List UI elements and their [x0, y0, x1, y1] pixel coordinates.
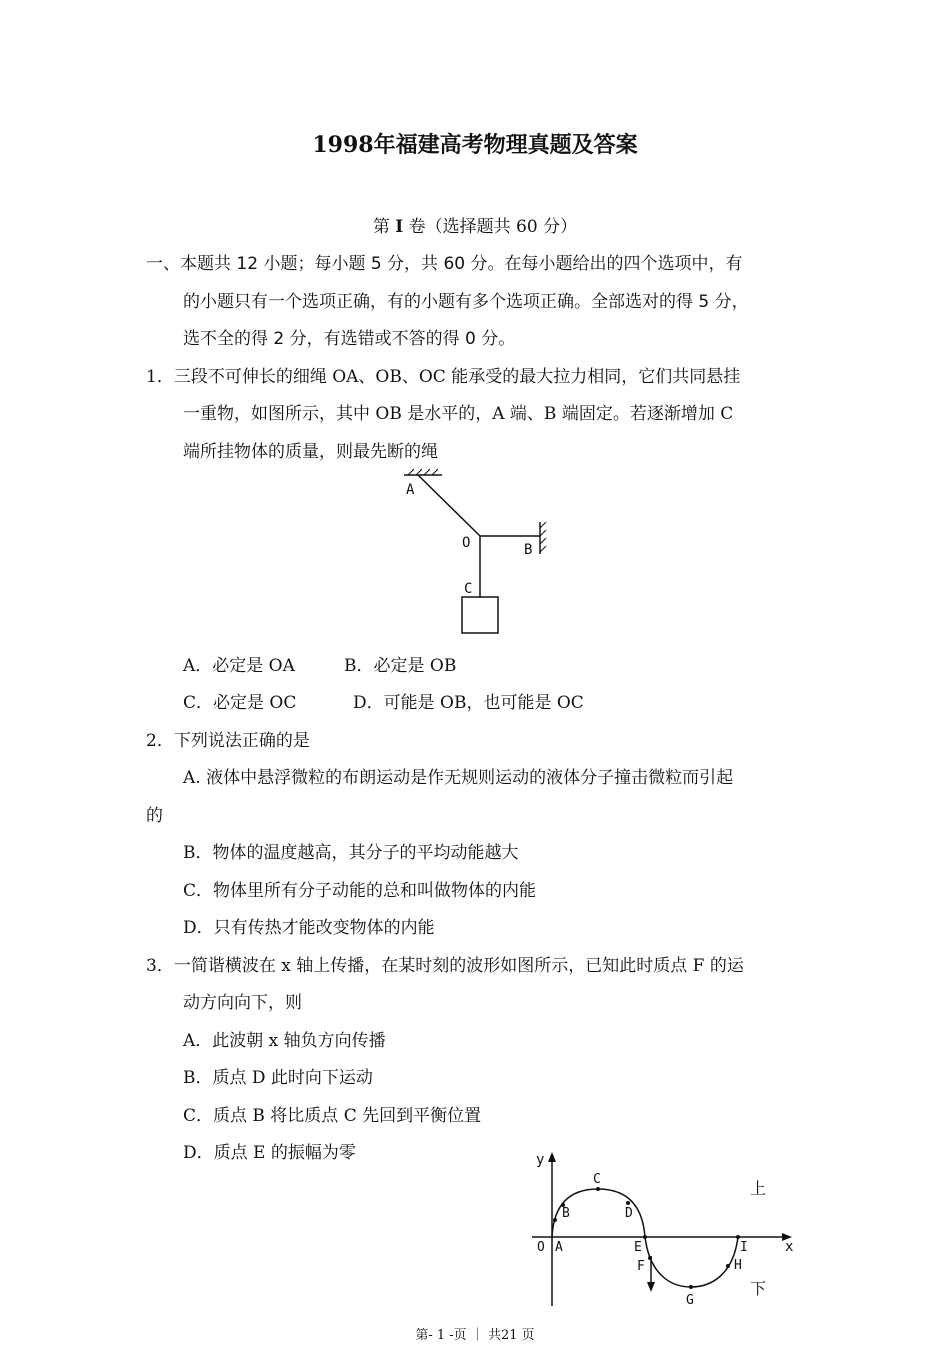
- q1-stem-line1: 1．三段不可伸长的细绳 OA、OB、OC 能承受的最大拉力相同，它们共同悬挂: [146, 367, 741, 387]
- subtitle-roman: I: [395, 217, 404, 237]
- q1-stem-line2: 一重物，如图所示，其中 OB 是水平的，A 端、B 端固定。若逐渐增加 C: [183, 404, 734, 424]
- q2-option-b: B．物体的温度越高，其分子的平均动能越大: [183, 843, 519, 863]
- label-point-h: H: [734, 1258, 742, 1273]
- q1-rope-diagram: [390, 466, 560, 638]
- subtitle-rest: 卷（选择题共 60 分）: [408, 217, 578, 237]
- label-point-b: B: [562, 1206, 570, 1221]
- label-point-g: G: [686, 1293, 694, 1308]
- q2-stem: 2．下列说法正确的是: [146, 731, 310, 751]
- q3-option-b: B．质点 D 此时向下运动: [183, 1068, 373, 1088]
- q3-stem-line2: 动方向向下，则: [183, 993, 302, 1013]
- q1-option-b: B．必定是 OB: [344, 656, 457, 676]
- label-up: 上: [750, 1179, 767, 1198]
- label-a: A: [406, 482, 415, 498]
- q3-option-a: A．此波朝 x 轴负方向传播: [183, 1031, 386, 1051]
- label-down: 下: [750, 1279, 767, 1298]
- section-instructions-line1: 一、本题共 12 小题；每小题 5 分，共 60 分。在每小题给出的四个选项中，有: [146, 254, 743, 274]
- page-footer: 第- 1 -页 ｜ 共21 页: [415, 1328, 535, 1343]
- q1-option-c: C．必定是 OC: [183, 693, 297, 713]
- q3-option-d: D．质点 E 的振幅为零: [183, 1143, 356, 1163]
- volume-subtitle: [0, 212, 950, 237]
- label-point-c: C: [593, 1172, 601, 1187]
- label-origin: O: [537, 1240, 545, 1255]
- label-point-f: F: [637, 1259, 645, 1274]
- label-o: O: [462, 535, 471, 551]
- label-point-e: E: [634, 1240, 642, 1255]
- label-point-a: A: [555, 1240, 563, 1255]
- q2-option-c: C．物体里所有分子动能的总和叫做物体的内能: [183, 881, 537, 901]
- section-instructions-line3: 选不全的得 2 分，有选错或不答的得 0 分。: [183, 329, 516, 349]
- q2-option-a-line2: 的: [146, 806, 163, 826]
- q1-stem-line3: 端所挂物体的质量，则最先断的绳: [183, 442, 438, 462]
- section-instructions-line2: 的小题只有一个选项正确，有的小题有多个选项正确。全部选对的得 5 分，: [183, 292, 749, 312]
- subtitle-prefix: 第: [372, 217, 390, 237]
- page-title: 1998年福建高考物理真题及答案: [312, 132, 638, 158]
- q1-option-d: D．可能是 OB，也可能是 OC: [353, 693, 584, 713]
- label-x: x: [785, 1239, 794, 1255]
- q2-option-d: D．只有传热才能改变物体的内能: [183, 918, 435, 938]
- q1-option-a: A．必定是 OA: [183, 656, 295, 676]
- q2-option-a-line1: A. 液体中悬浮微粒的布朗运动是作无规则运动的液体分子撞击微粒而引起: [183, 768, 734, 788]
- q3-wave-diagram: [528, 1148, 798, 1310]
- label-point-d: D: [625, 1206, 633, 1221]
- label-c: C: [464, 581, 473, 597]
- label-b: B: [524, 542, 533, 558]
- label-point-i: I: [740, 1240, 748, 1255]
- q3-stem-line1: 3．一简谐横波在 x 轴上传播，在某时刻的波形如图所示，已知此时质点 F 的运: [146, 956, 744, 976]
- q3-option-c: C．质点 B 将比质点 C 先回到平衡位置: [183, 1106, 482, 1126]
- label-y: y: [536, 1152, 545, 1168]
